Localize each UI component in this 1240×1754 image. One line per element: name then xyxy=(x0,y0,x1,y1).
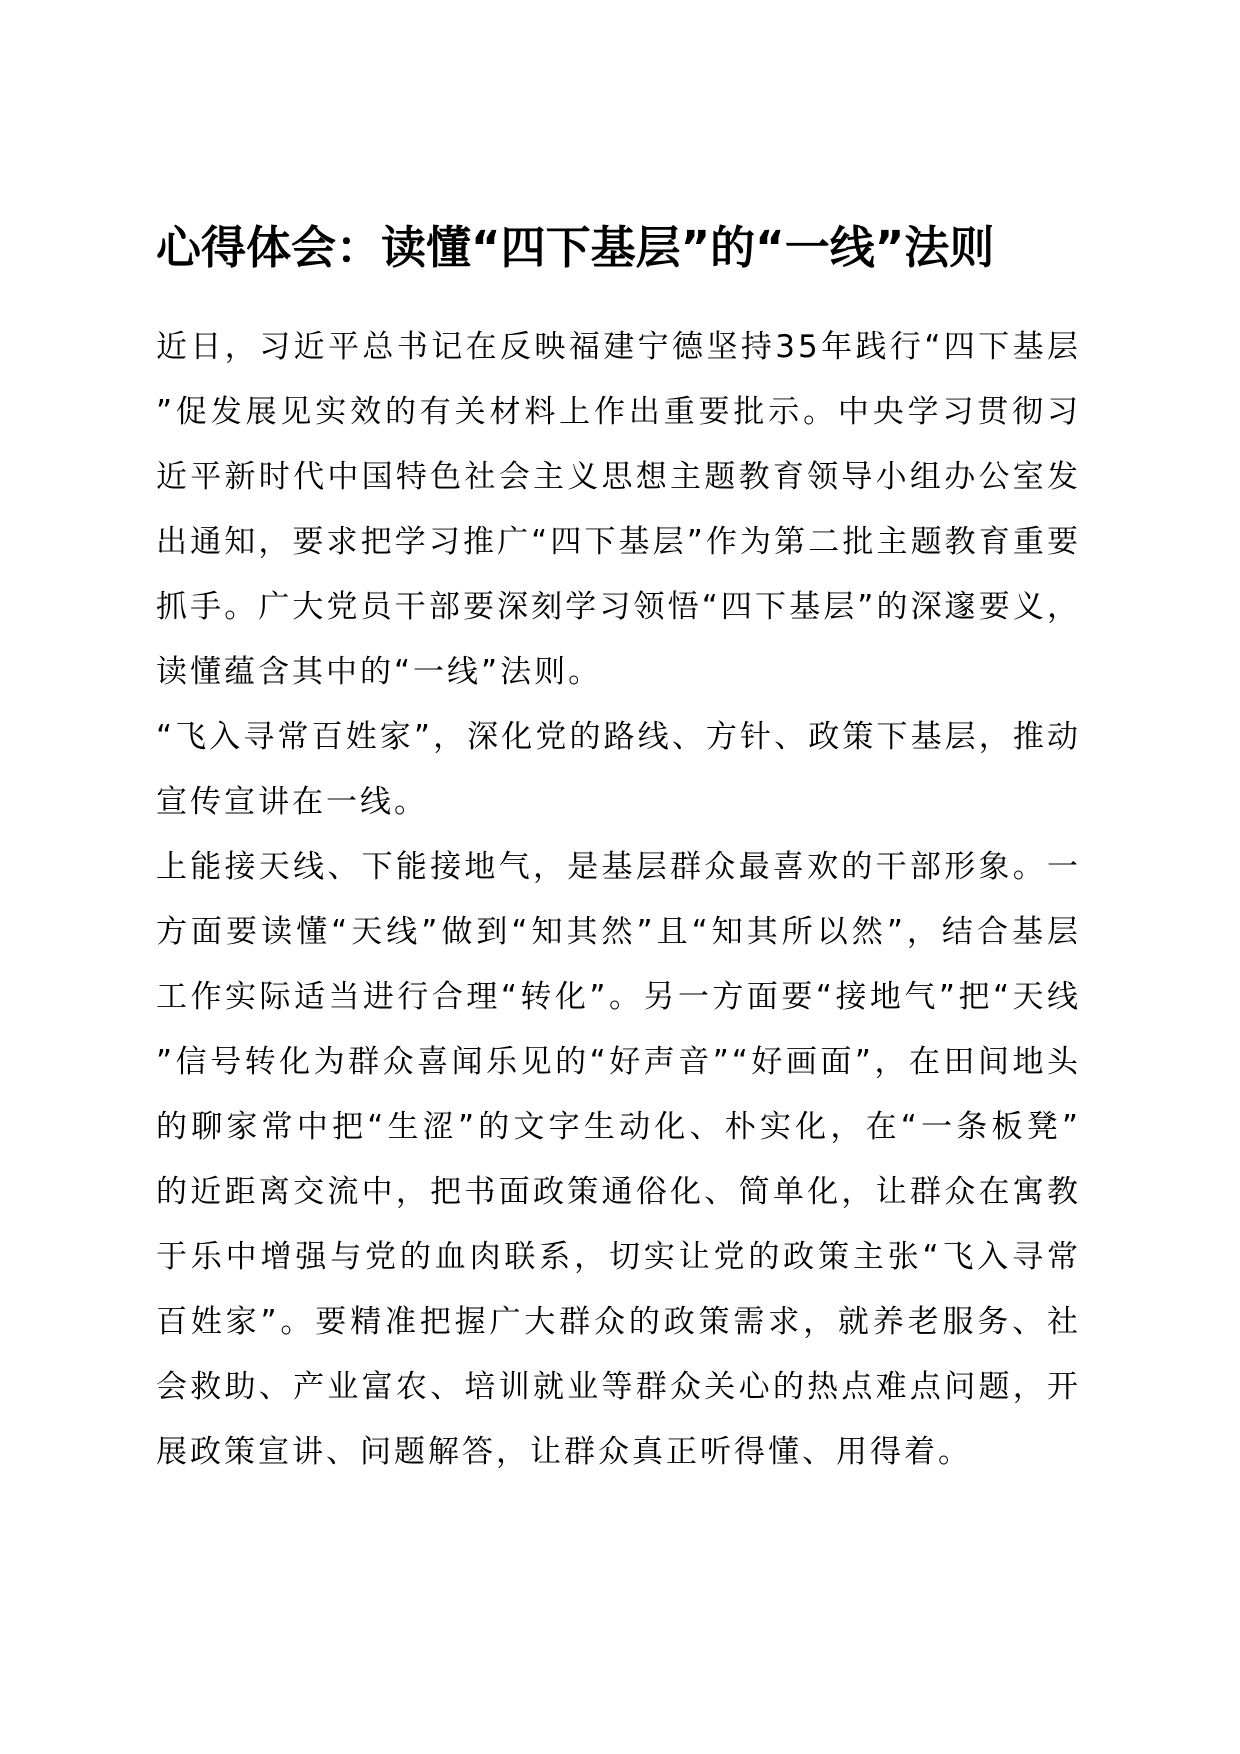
paragraph-intro: 近日，习近平总书记在反映福建宁德坚持35年践行“四下基层”促发展见实效的有关材料上作出重要批示。中央学习贯彻习近平新时代中国特色社会主义思想主题教育领导小组办公室发出通知，要求把学习推广“四下基层”作为第二批主题教育重要抓手。广大党员干部要深刻学习领悟“四下基层”的深邃要义，读懂蕴含其中的“一线”法则。 xyxy=(156,329,1081,690)
paragraph-heading-point: “飞入寻常百姓家”，深化党的路线、方针、政策下基层，推动宣传宣讲在一线。 xyxy=(156,719,1081,820)
paragraph-detail: 上能接天线、下能接地气，是基层群众最喜欢的干部形象。一方面要读懂“天线”做到“知其然”且“知其所以然”，结合基层工作实际适当进行合理“转化”。另一方面要“接地气”把“天线”信号转化为群众喜闻乐见的“好声音”“好画面”，在田间地头的聊家常中把“生涩”的文字生动化、朴实化，在“一条板凳”的近距离交流中，把书面政策通俗化、简单化，让群众在寓教于乐中增强与党的血肉联系，切实让党的政策主张“飞入寻常百姓家”。要精准把握广大群众的政策需求，就养老服务、社会救助、产业富农、培训就业等群众关心的热点难点问题，开展政策宣讲、问题解答，让群众真正听得懂、用得着。 xyxy=(156,849,1081,1470)
document-title: 心得体会：读懂“四下基层”的“一线”法则 xyxy=(156,221,995,274)
document-body xyxy=(156,315,1081,1485)
